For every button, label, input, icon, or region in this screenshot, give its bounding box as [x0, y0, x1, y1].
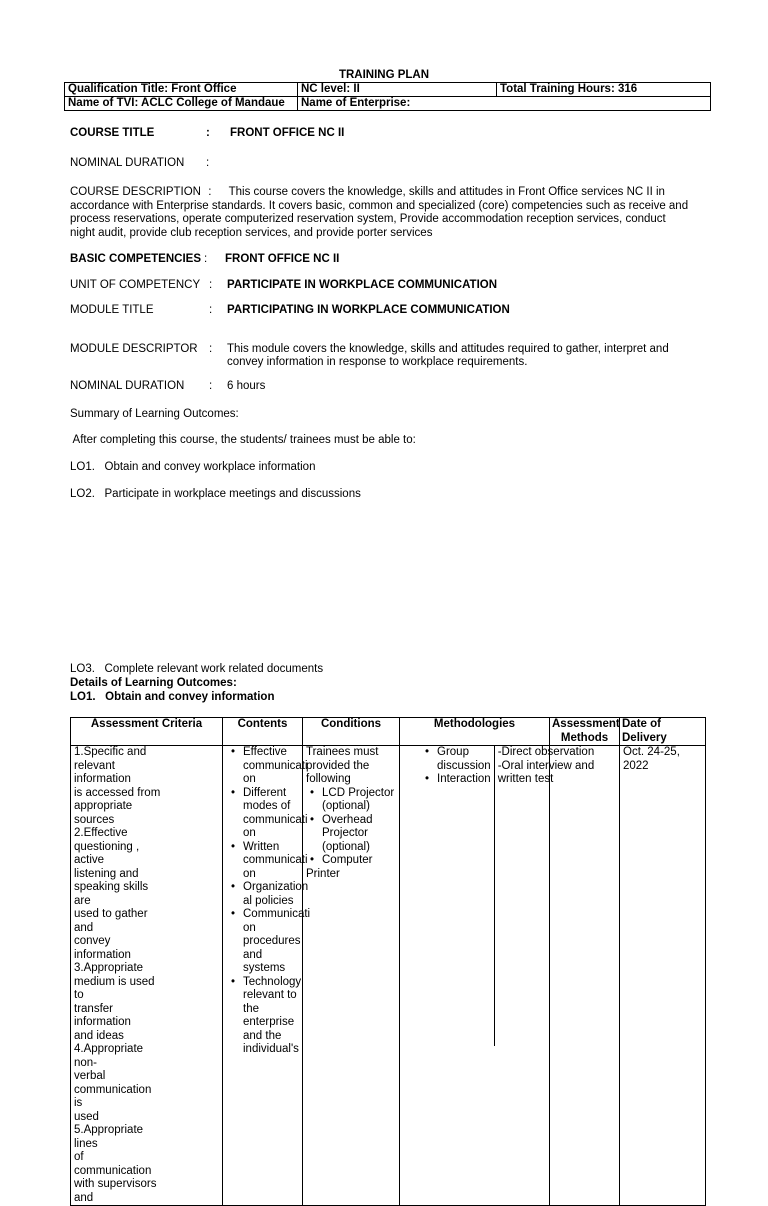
details-heading: Details of Learning Outcomes: — [70, 677, 237, 689]
header-date-of-delivery: Date of Delivery — [620, 718, 706, 746]
module-duration-colon: : — [209, 380, 213, 392]
assessment-method-line: -Oral interview and — [497, 759, 595, 772]
module-descriptor-row — [70, 343, 710, 373]
unit-of-competency-value: PARTICIPATE IN WORKPLACE COMMUNICATION — [227, 279, 498, 291]
list-item: • Communicati on procedures and systems — [243, 908, 299, 976]
date-of-delivery-cell — [620, 746, 706, 1206]
assessment-criteria-line: communication is — [74, 1083, 152, 1109]
assessment-criteria-line: 4.Appropriate non- — [74, 1043, 144, 1069]
module-title-colon: : — [209, 304, 213, 316]
assessment-criteria-line: appropriate sources — [74, 800, 133, 826]
assessment-criteria-line: 5.Appropriate lines — [74, 1124, 144, 1150]
methodologies-cell — [400, 746, 595, 1206]
enterprise-name: Name of Enterprise: — [298, 97, 711, 111]
assessment-criteria-line: and ideas — [74, 1029, 124, 1042]
learning-outcome-table — [70, 717, 706, 1206]
assessment-criteria-line: speaking skills are — [74, 881, 149, 907]
after-completing-text: After completing this course, the students/ trainees must be able to: — [70, 434, 416, 446]
course-title-value: FRONT OFFICE NC II — [230, 127, 345, 139]
methodologies-list — [403, 746, 491, 787]
assessment-methods-col — [495, 746, 598, 1046]
learning-outcome-2: LO2. Participate in workplace meetings and discussions — [70, 488, 361, 500]
assessment-criteria-line: with supervisors and — [74, 1178, 157, 1204]
summary-heading: Summary of Learning Outcomes: — [70, 408, 239, 420]
assessment-criteria-line: used to gather and — [74, 908, 148, 934]
module-descriptor-text-2: convey information in response to workplace requirements. — [227, 356, 528, 368]
list-item: • Written communicati on — [243, 841, 299, 882]
list-item: • Effective communicati on — [243, 746, 299, 787]
course-description-text-4: night audit, provide club reception services, and provide porter services — [70, 226, 433, 239]
assessment-criteria-line: used — [74, 1110, 99, 1123]
list-item: • Interaction — [437, 773, 491, 787]
course-description-colon: : — [208, 186, 212, 198]
assessment-criteria-line: questioning , active — [74, 840, 140, 866]
details-lo1-heading: LO1. Obtain and convey information — [70, 691, 275, 703]
table-header-row — [71, 718, 706, 746]
conditions-cell — [303, 746, 400, 1206]
nc-level: NC level: II — [298, 83, 497, 97]
basic-competencies-colon: : — [204, 253, 208, 265]
course-description — [70, 186, 710, 240]
assessment-criteria-line: listening and — [74, 867, 139, 880]
conditions-list — [306, 787, 396, 868]
module-descriptor-colon: : — [209, 343, 213, 355]
course-description-text-3: process reservations, operate computerized reservation system, Provide accommodation reception services, conduct — [70, 213, 666, 225]
assessment-criteria-line: relevant information — [74, 759, 131, 785]
total-training-hours: Total Training Hours: 316 — [497, 83, 711, 97]
header-conditions: Conditions — [303, 718, 400, 746]
conditions-tail: Printer — [306, 867, 340, 880]
contents-list — [226, 746, 311, 1057]
assessment-criteria-text — [74, 746, 162, 1205]
assessment-criteria-line: 1.Specific and — [74, 746, 147, 758]
nominal-duration-colon: : — [206, 157, 210, 169]
module-duration-value: 6 hours — [227, 380, 266, 392]
course-description-text-1: This course covers the knowledge, skills and attitudes in Front Office services NC II in — [228, 186, 665, 198]
basic-competencies-value: FRONT OFFICE NC II — [225, 253, 340, 265]
list-item: • Group discussion — [437, 746, 491, 773]
unit-of-competency-colon: : — [209, 279, 213, 291]
course-title-colon: : — [206, 127, 210, 139]
header-contents: Contents — [223, 718, 303, 746]
list-item: • Different modes of communicati on — [243, 787, 299, 841]
list-item: • Overhead Projector (optional) — [322, 814, 396, 855]
module-descriptor-text-1: This module covers the knowledge, skills and attitudes required to gather, interpret and — [227, 343, 669, 355]
header-methodologies: Methodologies — [400, 718, 550, 746]
header-table — [64, 82, 711, 111]
document-title: TRAINING PLAN — [338, 69, 430, 81]
assessment-criteria-line: 2.Effective — [74, 827, 128, 839]
basic-competencies-label: BASIC COMPETENCIES — [70, 253, 201, 265]
assessment-criteria-line: convey information — [74, 935, 131, 961]
course-description-text-2: accordance with Enterprise standards. It covers basic, common and specialized (core) competencies such as receive and — [70, 199, 689, 212]
assessment-criteria-line: verbal — [74, 1070, 106, 1082]
contents-cell — [223, 746, 311, 1206]
date-line: 2022 — [623, 759, 649, 772]
list-item: • LCD Projector (optional) — [322, 787, 396, 814]
date-line: Oct. 24-25, — [623, 746, 680, 758]
qualification-title: Qualification Title: Front Office — [65, 83, 298, 97]
course-title-label: COURSE TITLE — [70, 127, 155, 139]
learning-outcome-3: LO3. Complete relevant work related documents — [70, 663, 324, 675]
assessment-criteria-cell — [71, 746, 223, 1206]
list-item: • Technology relevant to the enterprise and the individual's — [243, 976, 299, 1057]
header-assessment-methods: Assessment Methods — [550, 718, 620, 746]
table-row — [71, 746, 706, 1206]
assessment-method-line: written test — [497, 773, 554, 785]
conditions-intro: Trainees must provided the following — [306, 746, 379, 785]
list-item: • Computer — [322, 854, 396, 868]
assessment-criteria-line: medium is used to — [74, 975, 155, 1001]
module-descriptor-label: MODULE DESCRIPTOR — [70, 343, 198, 355]
module-title-value: PARTICIPATING IN WORKPLACE COMMUNICATION — [227, 304, 510, 316]
course-description-label: COURSE DESCRIPTION — [70, 186, 201, 198]
tvi-name: Name of TVI: ACLC College of Mandaue — [65, 97, 298, 111]
assessment-method-line: -Direct observation — [497, 746, 595, 758]
module-duration-label: NOMINAL DURATION — [70, 380, 185, 392]
assessment-criteria-line: is accessed from — [74, 786, 161, 799]
methodologies-split — [400, 746, 595, 1046]
assessment-criteria-line: transfer information — [74, 1002, 131, 1028]
assessment-criteria-line: 3.Appropriate — [74, 962, 144, 974]
methodologies-col — [400, 746, 495, 1046]
module-title-label: MODULE TITLE — [70, 304, 154, 316]
unit-of-competency-label: UNIT OF COMPETENCY — [70, 279, 201, 291]
nominal-duration-label: NOMINAL DURATION — [70, 157, 185, 169]
learning-outcome-1: LO1. Obtain and convey workplace information — [70, 461, 316, 473]
list-item: • Organization al policies — [243, 881, 299, 908]
header-assessment-criteria: Assessment Criteria — [71, 718, 223, 746]
assessment-criteria-line: of communication — [74, 1151, 152, 1177]
